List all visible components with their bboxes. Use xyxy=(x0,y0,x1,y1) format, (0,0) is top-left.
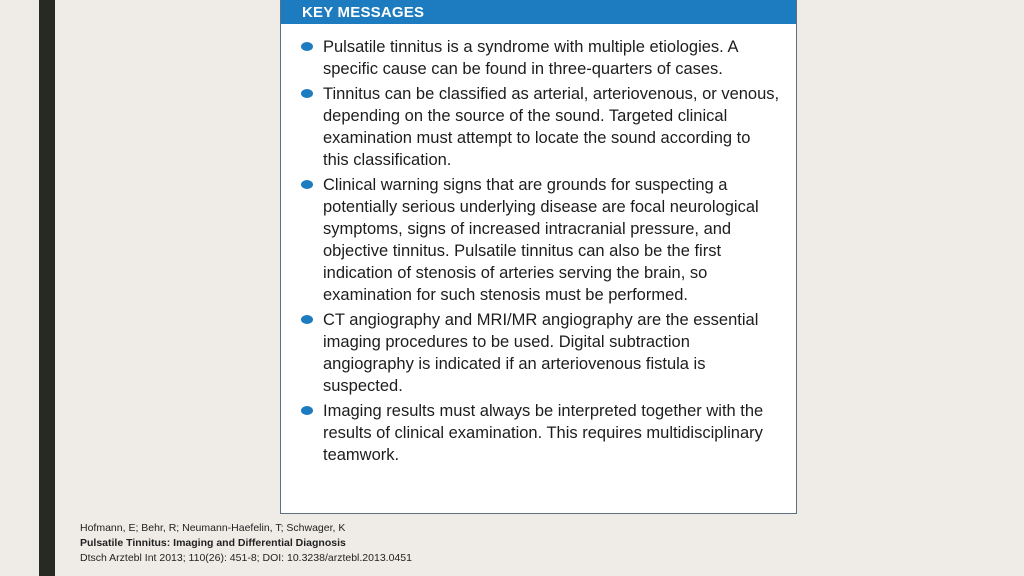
bullet-icon xyxy=(301,180,313,189)
left-accent-bar xyxy=(39,0,55,576)
list-item xyxy=(281,400,796,466)
citation-authors: Hofmann, E; Behr, R; Neumann-Haefelin, T; Schwager, K xyxy=(80,522,346,534)
bullet-icon xyxy=(301,315,313,324)
list-item-text: Tinnitus can be classified as arterial, arteriovenous, or venous, depending on the source of the sound. Targeted clinical examination must attempt to locate the sound according to this classification. xyxy=(323,85,780,169)
list-item xyxy=(281,174,796,306)
key-messages-box xyxy=(280,0,797,514)
citation-title: Pulsatile Tinnitus: Imaging and Differential Diagnosis xyxy=(80,537,346,549)
list-item xyxy=(281,309,796,397)
citation-source: Dtsch Arztebl Int 2013; 110(26): 451-8; DOI: 10.3238/arztebl.2013.0451 xyxy=(80,552,412,564)
list-item-text: Pulsatile tinnitus is a syndrome with multiple etiologies. A specific cause can be found in three-quarters of cases. xyxy=(323,38,738,78)
list-item xyxy=(281,83,796,171)
bullet-icon xyxy=(301,89,313,98)
key-messages-heading: KEY MESSAGES xyxy=(281,0,796,24)
list-item-text: CT angiography and MRI/MR angiography are the essential imaging procedures to be used. Digital subtraction angiography is indicated if an arteriovenous fistula is suspected. xyxy=(323,311,759,395)
citation xyxy=(80,521,412,566)
key-messages-list xyxy=(281,36,796,469)
list-item-text: Imaging results must always be interpreted together with the results of clinical examination. This requires multidisciplinary teamwork. xyxy=(323,402,764,464)
list-item xyxy=(281,36,796,80)
bullet-icon xyxy=(301,406,313,415)
bullet-icon xyxy=(301,42,313,51)
list-item-text: Clinical warning signs that are grounds for suspecting a potentially serious underlying disease are focal neurological symptoms, signs of increased intracranial pressure, and objective tinnitus. Pulsatile tinnitus can also be the first indication of stenosis of arteries serving the brain, so examination for such stenosis must be performed. xyxy=(323,176,759,304)
